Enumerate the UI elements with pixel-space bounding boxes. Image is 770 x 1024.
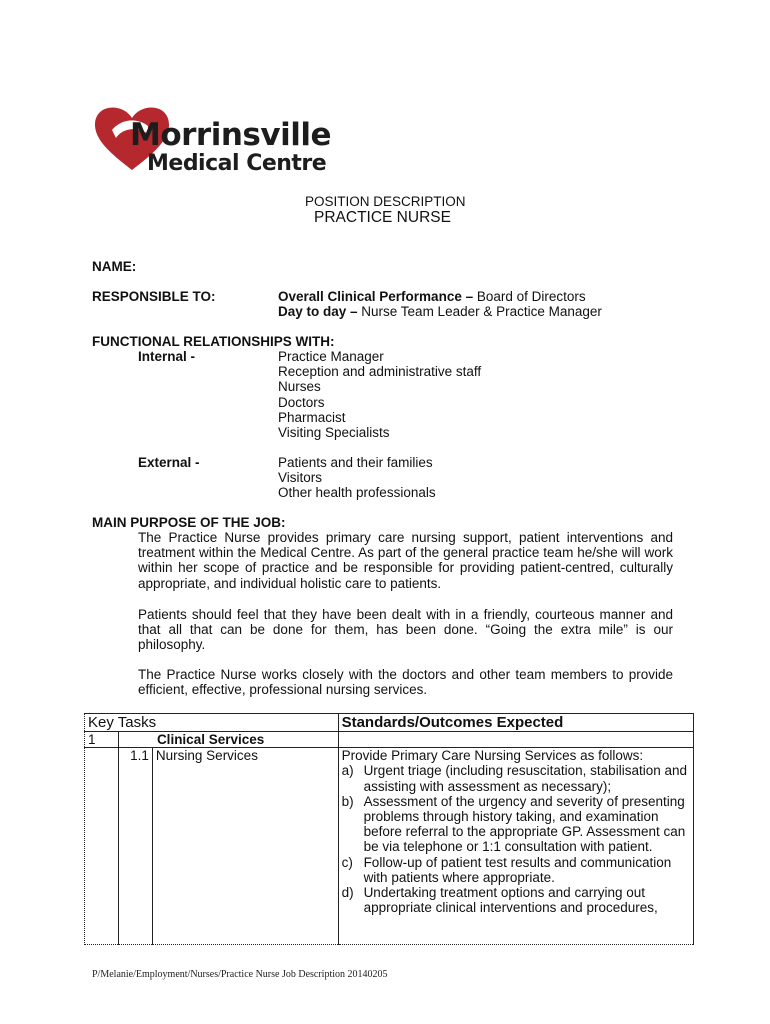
purpose-paragraph-3: The Practice Nurse works closely with the doctors and other team members to provide efficient, effective, professional nursing services. [138, 667, 673, 698]
list-marker: c) [341, 854, 353, 870]
outcomes-header [338, 714, 693, 732]
logo-line-2: Medical Centre [147, 151, 327, 176]
purpose-paragraph-2: Patients should feel that they have been dealt with in a friendly, courteous manner and that all that can be done for them, has been done. “Going the extra mile” is our philosophy. [138, 607, 673, 653]
responsible-line-2 [278, 304, 602, 319]
responsible-line-1-title: Overall Clinical Performance – [278, 289, 477, 304]
list-item: Doctors [278, 394, 325, 410]
key-tasks-header-text: Key Tasks [88, 714, 157, 731]
list-text: Undertaking treatment options and carrying out appropriate clinical interventions and procedures, [363, 885, 658, 916]
document-label: POSITION DESCRIPTION [305, 194, 466, 209]
list-item: Reception and administrative staff [278, 364, 482, 380]
sub-number-text: 1.1 [130, 748, 149, 764]
responsible-line-1 [278, 289, 586, 304]
outcomes-cell [338, 748, 693, 945]
list-item: Other health professionals [278, 485, 436, 501]
list-item: Practice Manager [278, 349, 384, 364]
section-title-text: Clinical Services [156, 732, 265, 747]
sub-title-text: Nursing Services [155, 748, 258, 764]
section-title [118, 732, 338, 748]
name-label: NAME: [92, 259, 137, 274]
page-title: PRACTICE NURSE [314, 209, 451, 226]
sub-title [152, 748, 338, 945]
external-label: External - [138, 455, 200, 470]
list-item: Pharmacist [278, 409, 346, 425]
empty-cell [338, 732, 693, 748]
list-text: Follow-up of patient test results and communication with patients where appropriate. [363, 854, 672, 885]
internal-list [278, 349, 481, 440]
list-item: Nurses [278, 379, 321, 395]
purpose-paragraph-1: The Practice Nurse provides primary care nursing support, patient interventions and treatment within the Medical Centre. As part of the general practice team he/she will work within her scope of practice and be responsible for providing patient-centred, culturally appropriate, and individual holistic care to patients. [138, 530, 673, 591]
list-item [342, 855, 690, 885]
responsible-line-1-text: Board of Directors [476, 289, 586, 304]
list-item [342, 885, 690, 915]
list-text: Assessment of the urgency and severity of presenting problems through history taking, and examination before referral to the appropriate GP. Assessment can be via telephone or 1:1 consultation with patient. [363, 793, 686, 855]
key-tasks-header [85, 714, 339, 732]
empty-cell [85, 748, 119, 945]
responsible-line-2-text: Nurse Team Leader & Practice Manager [361, 304, 602, 319]
section-number-text: 1 [88, 732, 96, 747]
purpose-heading: MAIN PURPOSE OF THE JOB: [92, 515, 286, 530]
external-list [278, 455, 436, 501]
list-item: Patients and their families [278, 455, 433, 470]
logo [92, 104, 352, 176]
table-row [85, 748, 694, 945]
list-marker: d) [341, 885, 354, 901]
list-marker: b) [341, 793, 354, 809]
responsible-line-2-title: Day to day – [278, 304, 362, 319]
key-tasks-table [84, 713, 694, 945]
list-item: Visitors [278, 470, 323, 486]
list-item: Visiting Specialists [278, 425, 390, 441]
logo-line-1: Morrinsville [130, 117, 331, 153]
table-row [85, 732, 694, 748]
sub-number [118, 748, 152, 945]
internal-label: Internal - [138, 349, 196, 364]
list-item [342, 794, 690, 855]
list-text: Urgent triage (including resuscitation, stabilisation and assisting with assessment as necessary); [363, 763, 687, 794]
list-marker: a) [341, 763, 354, 779]
outcomes-intro: Provide Primary Care Nursing Services as follows: [341, 748, 644, 764]
list-item [342, 763, 690, 793]
table-header-row [85, 714, 694, 732]
outcomes-header-text: Standards/Outcomes Expected [341, 714, 564, 731]
relationships-heading: FUNCTIONAL RELATIONSHIPS WITH: [92, 334, 335, 349]
section-number [85, 732, 119, 748]
footer-path: P/Melanie/Employment/Nurses/Practice Nurse Job Description 20140205 [92, 969, 388, 980]
responsible-label: RESPONSIBLE TO: [92, 289, 216, 304]
